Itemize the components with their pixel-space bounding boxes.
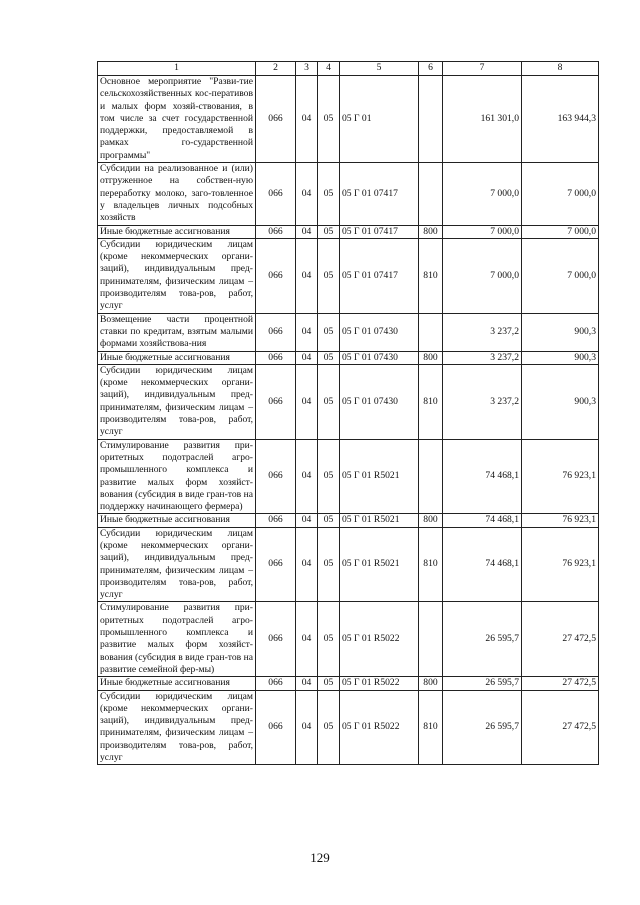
header-row <box>98 62 599 76</box>
table-row <box>98 677 599 690</box>
table-body <box>98 76 599 765</box>
section-code-cell: 04 <box>296 76 318 163</box>
row-name-cell: Стимулирование развития при-оритетных подотраслей агро-промышленного комплекса и развитие малых форм хозяйст-вования (субсидия в виде гран-тов на поддержку начинающего фермера) <box>98 439 256 514</box>
amount-year-2-cell: 900,3 <box>522 313 599 351</box>
ministry-code-cell: 066 <box>256 238 296 313</box>
subsection-code-cell: 05 <box>318 351 340 364</box>
row-name-cell: Возмещение части процентной ставки по кредитам, взятым малыми формами хозяйствова-ния <box>98 313 256 351</box>
subsection-code-cell: 05 <box>318 602 340 677</box>
subsection-code-cell: 05 <box>318 225 340 238</box>
table-row <box>98 238 599 313</box>
subsection-code-cell: 05 <box>318 514 340 527</box>
row-name-cell: Субсидии юридическим лицам (кроме некоммерческих органи-заций), индивидуальным пред-принимателям, физическим лицам – производителям това-ров, работ, услуг <box>98 690 256 765</box>
section-code-cell: 04 <box>296 677 318 690</box>
subsection-code-cell: 05 <box>318 76 340 163</box>
section-code-cell: 04 <box>296 514 318 527</box>
amount-year-1-cell: 74 468,1 <box>443 514 522 527</box>
row-name-cell: Иные бюджетные ассигнования <box>98 225 256 238</box>
ministry-code-cell: 066 <box>256 225 296 238</box>
amount-year-2-cell: 7 000,0 <box>522 238 599 313</box>
target-article-cell: 05 Г 01 07417 <box>340 225 419 238</box>
subsection-code-cell: 05 <box>318 313 340 351</box>
target-article-cell: 05 Г 01 R5022 <box>340 602 419 677</box>
expense-type-cell: 810 <box>419 364 443 439</box>
header-cell: 1 <box>98 62 256 76</box>
expense-type-cell <box>419 439 443 514</box>
amount-year-1-cell: 74 468,1 <box>443 439 522 514</box>
budget-table <box>97 61 599 765</box>
subsection-code-cell: 05 <box>318 690 340 765</box>
header-cell: 7 <box>443 62 522 76</box>
amount-year-1-cell: 3 237,2 <box>443 364 522 439</box>
amount-year-1-cell: 7 000,0 <box>443 163 522 225</box>
amount-year-1-cell: 3 237,2 <box>443 351 522 364</box>
subsection-code-cell: 05 <box>318 238 340 313</box>
table-row <box>98 225 599 238</box>
table-row <box>98 527 599 602</box>
table-row <box>98 76 599 163</box>
section-code-cell: 04 <box>296 163 318 225</box>
ministry-code-cell: 066 <box>256 514 296 527</box>
row-name-cell: Субсидии юридическим лицам (кроме некоммерческих органи-заций), индивидуальным пред-принимателям, физическим лицам – производителям това-ров, работ, услуг <box>98 527 256 602</box>
amount-year-2-cell: 27 472,5 <box>522 690 599 765</box>
expense-type-cell: 800 <box>419 514 443 527</box>
expense-type-cell: 800 <box>419 677 443 690</box>
ministry-code-cell: 066 <box>256 163 296 225</box>
amount-year-2-cell: 7 000,0 <box>522 163 599 225</box>
ministry-code-cell: 066 <box>256 364 296 439</box>
table-row <box>98 690 599 765</box>
subsection-code-cell: 05 <box>318 364 340 439</box>
amount-year-1-cell: 161 301,0 <box>443 76 522 163</box>
subsection-code-cell: 05 <box>318 677 340 690</box>
ministry-code-cell: 066 <box>256 76 296 163</box>
amount-year-1-cell: 26 595,7 <box>443 690 522 765</box>
table-row <box>98 514 599 527</box>
subsection-code-cell: 05 <box>318 163 340 225</box>
ministry-code-cell: 066 <box>256 677 296 690</box>
row-name-cell: Иные бюджетные ассигнования <box>98 677 256 690</box>
row-name-cell: Субсидии на реализованное и (или) отгруженное на собствен-ную переработку молоко, заго-товленное у владельцев личных подсобных хозяйств <box>98 163 256 225</box>
amount-year-1-cell: 3 237,2 <box>443 313 522 351</box>
target-article-cell: 05 Г 01 R5021 <box>340 527 419 602</box>
header-cell: 4 <box>318 62 340 76</box>
header-cell: 2 <box>256 62 296 76</box>
table-header <box>98 62 599 76</box>
amount-year-2-cell: 76 923,1 <box>522 439 599 514</box>
target-article-cell: 05 Г 01 R5021 <box>340 439 419 514</box>
row-name-cell: Субсидии юридическим лицам (кроме некоммерческих органи-заций), индивидуальным пред-принимателям, физическим лицам – производителям това-ров, работ, услуг <box>98 238 256 313</box>
row-name-cell: Стимулирование развития при-оритетных подотраслей агро-промышленного комплекса и развитие малых форм хозяйст-вования (субсидия в виде гран-тов на развитие семейной фер-мы) <box>98 602 256 677</box>
ministry-code-cell: 066 <box>256 527 296 602</box>
amount-year-2-cell: 76 923,1 <box>522 527 599 602</box>
ministry-code-cell: 066 <box>256 602 296 677</box>
expense-type-cell <box>419 76 443 163</box>
amount-year-2-cell: 900,3 <box>522 351 599 364</box>
header-cell: 8 <box>522 62 599 76</box>
target-article-cell: 05 Г 01 R5022 <box>340 677 419 690</box>
amount-year-2-cell: 27 472,5 <box>522 602 599 677</box>
amount-year-2-cell: 163 944,3 <box>522 76 599 163</box>
section-code-cell: 04 <box>296 527 318 602</box>
amount-year-1-cell: 26 595,7 <box>443 677 522 690</box>
table-row <box>98 602 599 677</box>
target-article-cell: 05 Г 01 07430 <box>340 351 419 364</box>
ministry-code-cell: 066 <box>256 690 296 765</box>
ministry-code-cell: 066 <box>256 313 296 351</box>
row-name-cell: Иные бюджетные ассигнования <box>98 351 256 364</box>
section-code-cell: 04 <box>296 238 318 313</box>
target-article-cell: 05 Г 01 07430 <box>340 364 419 439</box>
expense-type-cell <box>419 313 443 351</box>
amount-year-2-cell: 76 923,1 <box>522 514 599 527</box>
target-article-cell: 05 Г 01 07417 <box>340 163 419 225</box>
amount-year-2-cell: 27 472,5 <box>522 677 599 690</box>
page-number: 129 <box>310 850 330 865</box>
amount-year-2-cell: 900,3 <box>522 364 599 439</box>
expense-type-cell: 800 <box>419 351 443 364</box>
subsection-code-cell: 05 <box>318 527 340 602</box>
table-row <box>98 163 599 225</box>
target-article-cell: 05 Г 01 R5022 <box>340 690 419 765</box>
section-code-cell: 04 <box>296 602 318 677</box>
amount-year-1-cell: 7 000,0 <box>443 238 522 313</box>
table-row <box>98 313 599 351</box>
target-article-cell: 05 Г 01 07430 <box>340 313 419 351</box>
row-name-cell: Субсидии юридическим лицам (кроме некоммерческих органи-заций), индивидуальным пред-принимателям, физическим лицам – производителям това-ров, работ, услуг <box>98 364 256 439</box>
section-code-cell: 04 <box>296 351 318 364</box>
amount-year-1-cell: 7 000,0 <box>443 225 522 238</box>
subsection-code-cell: 05 <box>318 439 340 514</box>
section-code-cell: 04 <box>296 364 318 439</box>
section-code-cell: 04 <box>296 225 318 238</box>
expense-type-cell: 810 <box>419 527 443 602</box>
expense-type-cell <box>419 163 443 225</box>
expense-type-cell: 810 <box>419 690 443 765</box>
amount-year-2-cell: 7 000,0 <box>522 225 599 238</box>
expense-type-cell <box>419 602 443 677</box>
target-article-cell: 05 Г 01 R5021 <box>340 514 419 527</box>
ministry-code-cell: 066 <box>256 439 296 514</box>
table-row <box>98 439 599 514</box>
amount-year-1-cell: 26 595,7 <box>443 602 522 677</box>
ministry-code-cell: 066 <box>256 351 296 364</box>
target-article-cell: 05 Г 01 07417 <box>340 238 419 313</box>
row-name-cell: Основное мероприятие "Разви-тие сельскохозяйственных кос-перативов и малых форм хозяй-ствования, в том числе за счет государственной поддержки, предоставляемой в рамках го-сударственной программы" <box>98 76 256 163</box>
table-row <box>98 351 599 364</box>
expense-type-cell: 800 <box>419 225 443 238</box>
table-row <box>98 364 599 439</box>
header-cell: 3 <box>296 62 318 76</box>
target-article-cell: 05 Г 01 <box>340 76 419 163</box>
header-cell: 5 <box>340 62 419 76</box>
section-code-cell: 04 <box>296 313 318 351</box>
section-code-cell: 04 <box>296 439 318 514</box>
row-name-cell: Иные бюджетные ассигнования <box>98 514 256 527</box>
amount-year-1-cell: 74 468,1 <box>443 527 522 602</box>
expense-type-cell: 810 <box>419 238 443 313</box>
header-cell: 6 <box>419 62 443 76</box>
section-code-cell: 04 <box>296 690 318 765</box>
